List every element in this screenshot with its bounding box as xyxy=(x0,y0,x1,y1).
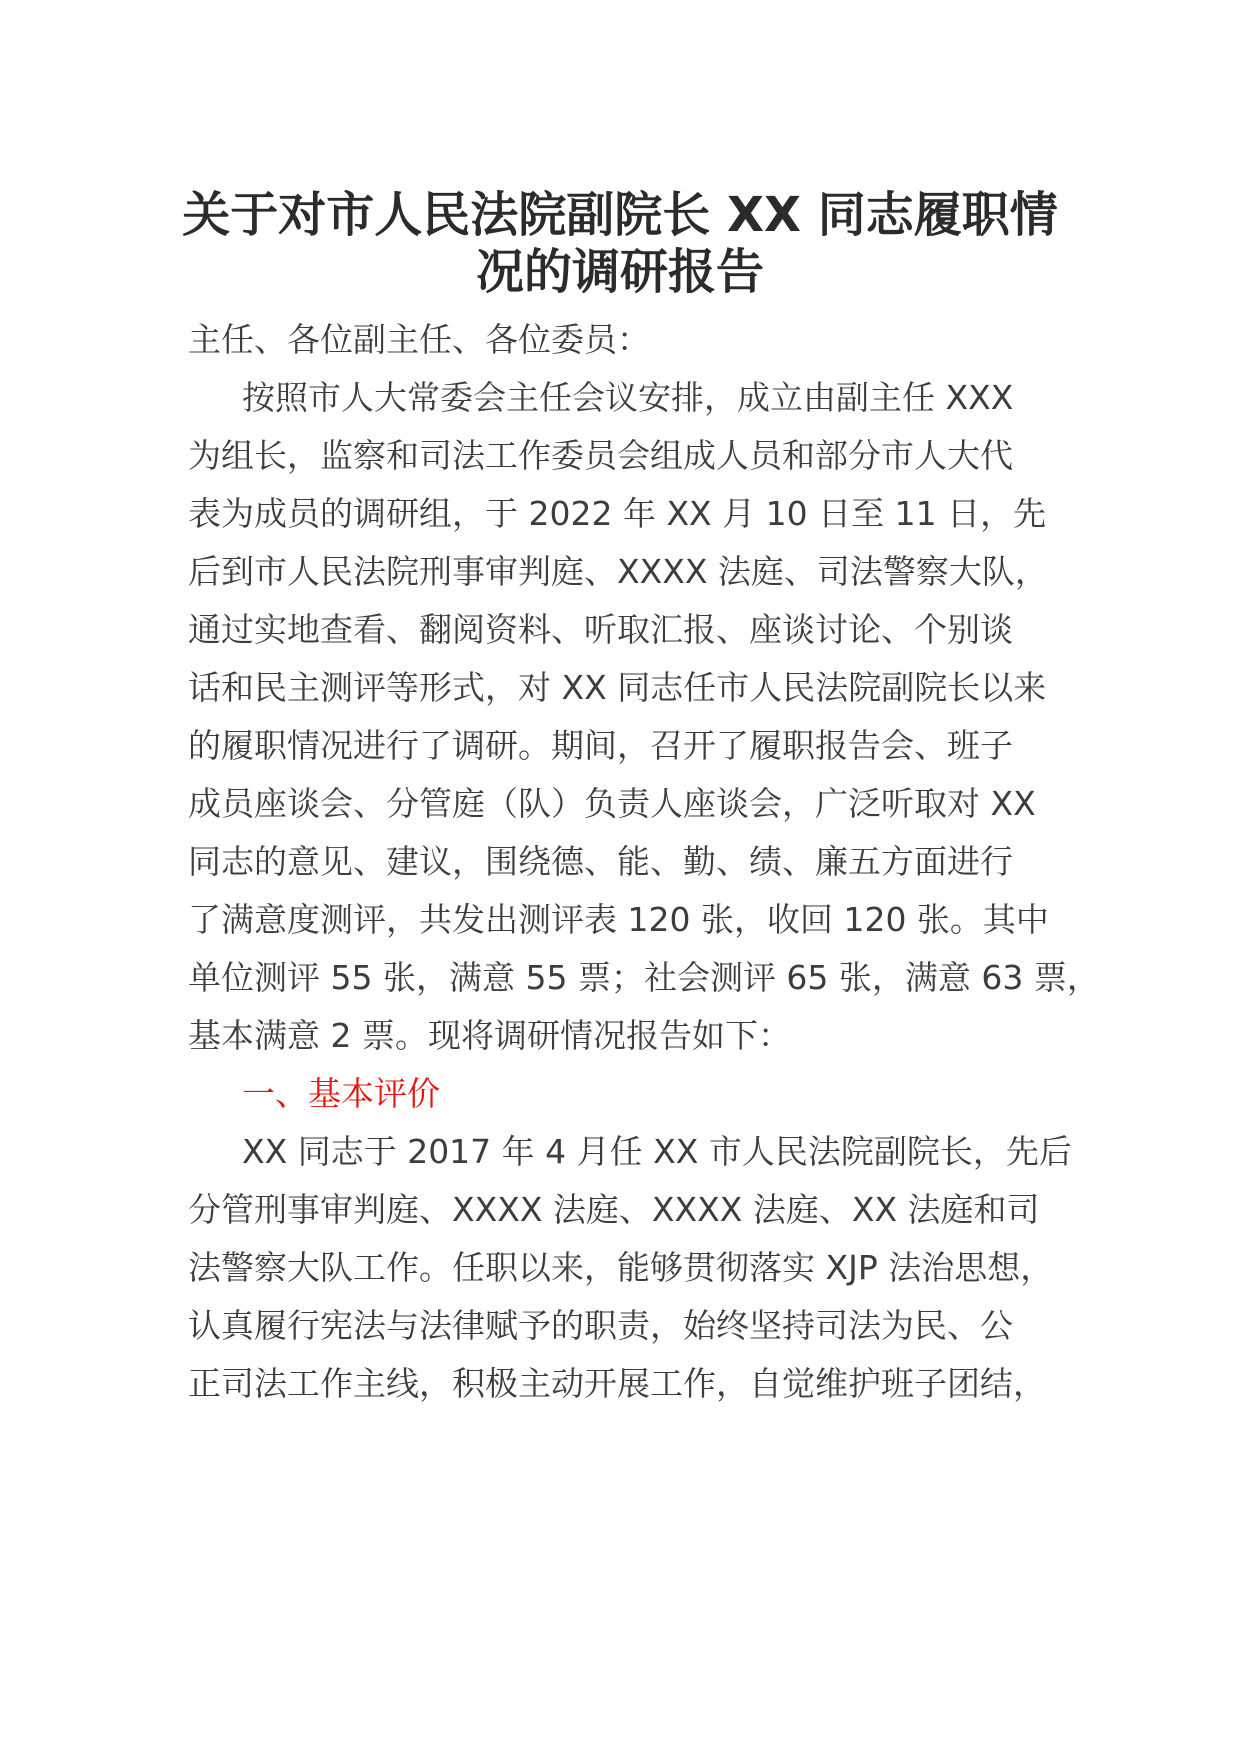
paragraph-line: XX 同志于 2017 年 4 月任 XX 市人民法院副院长，先后 xyxy=(242,1132,1072,1171)
paragraph-line: 为组长，监察和司法工作委员会组成人员和部分市人大代 xyxy=(188,436,1013,475)
paragraph-line: 表为成员的调研组，于 2022 年 XX 月 10 日至 11 日，先 xyxy=(188,494,1047,533)
paragraph-line: 同志的意见、建议，围绕德、能、勤、绩、廉五方面进行 xyxy=(188,842,1013,881)
section-heading-basic-evaluation: 一、基本评价 xyxy=(242,1074,440,1113)
document-title-line-1: 关于对市人民法院副院长 XX 同志履职情 xyxy=(182,187,1058,243)
paragraph-line: 通过实地查看、翻阅资料、听取汇报、座谈讨论、个别谈 xyxy=(188,610,1013,649)
paragraph-line: 认真履行宪法与法律赋予的职责，始终坚持司法为民、公 xyxy=(188,1306,1013,1345)
salutation: 主任、各位副主任、各位委员： xyxy=(188,320,650,359)
paragraph-line: 成员座谈会、分管庭（队）负责人座谈会，广泛听取对 XX xyxy=(188,784,1036,823)
paragraph-line: 单位测评 55 张，满意 55 票；社会测评 65 张，满意 63 票， xyxy=(188,958,1100,997)
paragraph-line: 话和民主测评等形式，对 XX 同志任市人民法院副院长以来 xyxy=(188,668,1047,707)
paragraph-line: 的履职情况进行了调研。期间，召开了履职报告会、班子 xyxy=(188,726,1013,765)
paragraph-line: 分管刑事审判庭、XXXX 法庭、XXXX 法庭、XX 法庭和司 xyxy=(188,1190,1040,1229)
paragraph-line: 基本满意 2 票。现将调研情况报告如下： xyxy=(188,1016,791,1055)
paragraph-line: 后到市人民法院刑事审判庭、XXXX 法庭、司法警察大队， xyxy=(188,552,1048,591)
document-title-line-2: 况的调研报告 xyxy=(475,244,764,300)
paragraph-line: 按照市人大常委会主任会议安排，成立由副主任 XXX xyxy=(242,378,1014,417)
paragraph-line: 正司法工作主线，积极主动开展工作，自觉维护班子团结， xyxy=(188,1364,1046,1403)
paragraph-line: 法警察大队工作。任职以来，能够贯彻落实 XJP 法治思想， xyxy=(188,1248,1054,1287)
paragraph-line: 了满意度测评，共发出测评表 120 张，收回 120 张。其中 xyxy=(188,900,1049,939)
